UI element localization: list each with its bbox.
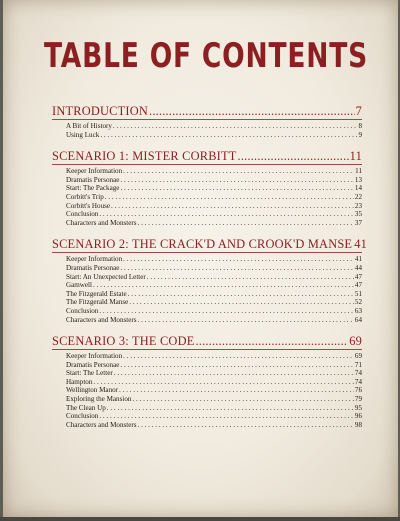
toc-entry[interactable] xyxy=(52,219,362,228)
page-title: TABLE OF CONTENTS xyxy=(44,36,368,76)
entry-label: Wellington Manor xyxy=(66,386,119,395)
toc-entry[interactable] xyxy=(52,131,362,140)
section-heading: SCENARIO 2: THE CRACK'D AND CROOK'D MANSE xyxy=(52,237,353,252)
section-heading-row[interactable] xyxy=(52,149,362,164)
entry-label: The Clean Up xyxy=(66,403,106,412)
dot-leader xyxy=(149,104,355,119)
section-heading-row[interactable] xyxy=(52,334,362,349)
entry-page-number: 69 xyxy=(354,352,362,361)
entry-label: Dramatis Personae xyxy=(66,263,120,272)
entry-page-number: 95 xyxy=(354,403,362,412)
dot-leader xyxy=(129,298,354,307)
entry-page-number: 37 xyxy=(354,218,362,227)
toc-entry[interactable] xyxy=(52,202,362,211)
entry-page-number: 22 xyxy=(354,192,362,201)
toc-entry[interactable] xyxy=(52,167,362,176)
toc-entry[interactable] xyxy=(52,369,362,378)
dot-leader xyxy=(93,378,354,387)
entry-page-number: 96 xyxy=(354,412,362,421)
toc-entry[interactable] xyxy=(52,210,362,219)
entry-label: Dramatis Personae xyxy=(66,175,120,184)
entry-label: Conclusion xyxy=(66,210,99,219)
entry-label: The Fitzgerald Estate xyxy=(66,289,127,298)
dot-leader xyxy=(99,210,354,219)
section-page-number: 7 xyxy=(355,104,362,118)
section-rule xyxy=(52,119,362,120)
entry-label: Conclusion xyxy=(66,412,99,421)
toc-entry[interactable] xyxy=(52,307,362,316)
dot-leader xyxy=(128,290,354,299)
entry-page-number: 41 xyxy=(354,255,362,264)
section-page-number: 69 xyxy=(349,334,362,349)
entry-label: Keeper Information xyxy=(66,255,123,264)
section-rule xyxy=(52,164,362,165)
section-heading: SCENARIO 3: THE CODE xyxy=(52,334,195,349)
entry-label: Characters and Monsters xyxy=(66,315,137,324)
entry-page-number: 8 xyxy=(358,122,362,130)
entry-page-number: 79 xyxy=(354,395,362,404)
entry-label: Characters and Monsters xyxy=(66,420,137,429)
dot-leader xyxy=(123,167,354,176)
entry-label: Characters and Monsters xyxy=(66,218,137,227)
entry-label: Start: The Letter xyxy=(66,369,113,378)
entry-page-number: 13 xyxy=(354,175,362,184)
dot-leader xyxy=(100,131,357,140)
toc-entry[interactable] xyxy=(52,412,362,421)
toc-entry[interactable] xyxy=(52,184,362,193)
entry-page-number: 23 xyxy=(354,201,362,210)
entry-label: Keeper Information xyxy=(66,167,123,176)
toc-section xyxy=(52,104,362,139)
toc-entry[interactable] xyxy=(52,386,362,395)
dot-leader xyxy=(105,193,354,202)
entry-label: Hampton xyxy=(66,377,93,386)
entry-label: Corbitt's House xyxy=(66,201,111,210)
entry-label: Gamwell xyxy=(66,281,93,290)
dot-leader xyxy=(119,386,354,395)
dot-leader xyxy=(111,202,354,211)
dot-leader xyxy=(123,255,354,264)
toc-section xyxy=(52,334,362,429)
entry-label: Exploring the Mansion xyxy=(66,395,132,404)
dot-leader xyxy=(238,149,349,164)
entry-page-number: 76 xyxy=(354,386,362,395)
toc-entry[interactable] xyxy=(52,421,362,430)
toc-entry[interactable] xyxy=(52,298,362,307)
entry-label: A Bit of History xyxy=(66,122,112,130)
dot-leader xyxy=(120,361,354,370)
section-heading-row[interactable] xyxy=(52,237,367,252)
entry-page-number: 11 xyxy=(355,167,362,176)
entry-page-number: 64 xyxy=(354,315,362,324)
table-of-contents xyxy=(52,104,367,439)
toc-entry[interactable] xyxy=(52,290,362,299)
toc-entry[interactable] xyxy=(52,404,362,413)
section-rule xyxy=(52,349,362,350)
entry-page-number: 74 xyxy=(354,369,362,378)
dot-leader xyxy=(107,404,354,413)
toc-entry[interactable] xyxy=(52,378,362,387)
dot-leader xyxy=(120,264,354,273)
entry-page-number: 71 xyxy=(354,360,362,369)
toc-entry[interactable] xyxy=(52,395,362,404)
dot-leader xyxy=(147,273,354,282)
entry-page-number: 14 xyxy=(354,184,362,193)
toc-entry[interactable] xyxy=(52,361,362,370)
entry-label: Using Luck xyxy=(66,130,100,139)
entry-page-number: 9 xyxy=(358,130,362,139)
entry-label: Corbitt's Trip xyxy=(66,192,104,201)
toc-entry[interactable] xyxy=(52,352,362,361)
dot-leader xyxy=(114,369,354,378)
entry-page-number: 63 xyxy=(354,306,362,315)
dot-leader xyxy=(113,122,358,131)
entry-page-number: 98 xyxy=(354,420,362,429)
entry-page-number: 74 xyxy=(354,377,362,386)
entry-label: Keeper Information xyxy=(66,352,123,361)
dot-leader xyxy=(123,352,354,361)
entry-label: Conclusion xyxy=(66,306,99,315)
toc-entry[interactable] xyxy=(52,176,362,185)
entry-label: Start: The Package xyxy=(66,184,120,193)
dot-leader xyxy=(138,219,354,228)
page-edge xyxy=(0,517,400,521)
dot-leader xyxy=(120,184,353,193)
toc-entry[interactable] xyxy=(52,255,362,264)
toc-entry[interactable] xyxy=(52,281,362,290)
dot-leader xyxy=(120,176,354,185)
dot-leader xyxy=(93,281,354,290)
dot-leader xyxy=(132,395,353,404)
entry-label: Dramatis Personae xyxy=(66,360,120,369)
section-heading: SCENARIO 1: MISTER CORBITT xyxy=(52,149,237,164)
entry-page-number: 51 xyxy=(354,289,362,298)
toc-entry[interactable] xyxy=(52,193,362,202)
entry-page-number: 35 xyxy=(354,210,362,219)
section-heading-row[interactable] xyxy=(52,104,362,119)
entry-label: The Fitzgerald Manse xyxy=(66,298,129,307)
toc-entry[interactable] xyxy=(52,273,362,282)
dot-leader xyxy=(195,334,348,349)
entry-page-number: 44 xyxy=(354,263,362,272)
toc-section xyxy=(52,149,362,227)
section-rule xyxy=(52,252,362,253)
dot-leader xyxy=(138,421,354,430)
section-heading: INTRODUCTION xyxy=(52,104,149,118)
toc-entry[interactable] xyxy=(52,122,362,131)
entry-page-number: 52 xyxy=(354,298,362,307)
toc-entry[interactable] xyxy=(52,316,362,325)
dot-leader xyxy=(138,316,354,325)
section-page-number: 11 xyxy=(349,149,362,164)
dot-leader xyxy=(99,307,354,316)
toc-section xyxy=(52,237,367,324)
section-page-number: 41 xyxy=(354,237,367,252)
dot-leader xyxy=(99,412,354,421)
toc-entry[interactable] xyxy=(52,264,362,273)
entry-label: Start: An Unexpected Letter xyxy=(66,272,146,281)
entry-page-number: 47 xyxy=(354,281,362,290)
entry-page-number: 47 xyxy=(354,272,362,281)
